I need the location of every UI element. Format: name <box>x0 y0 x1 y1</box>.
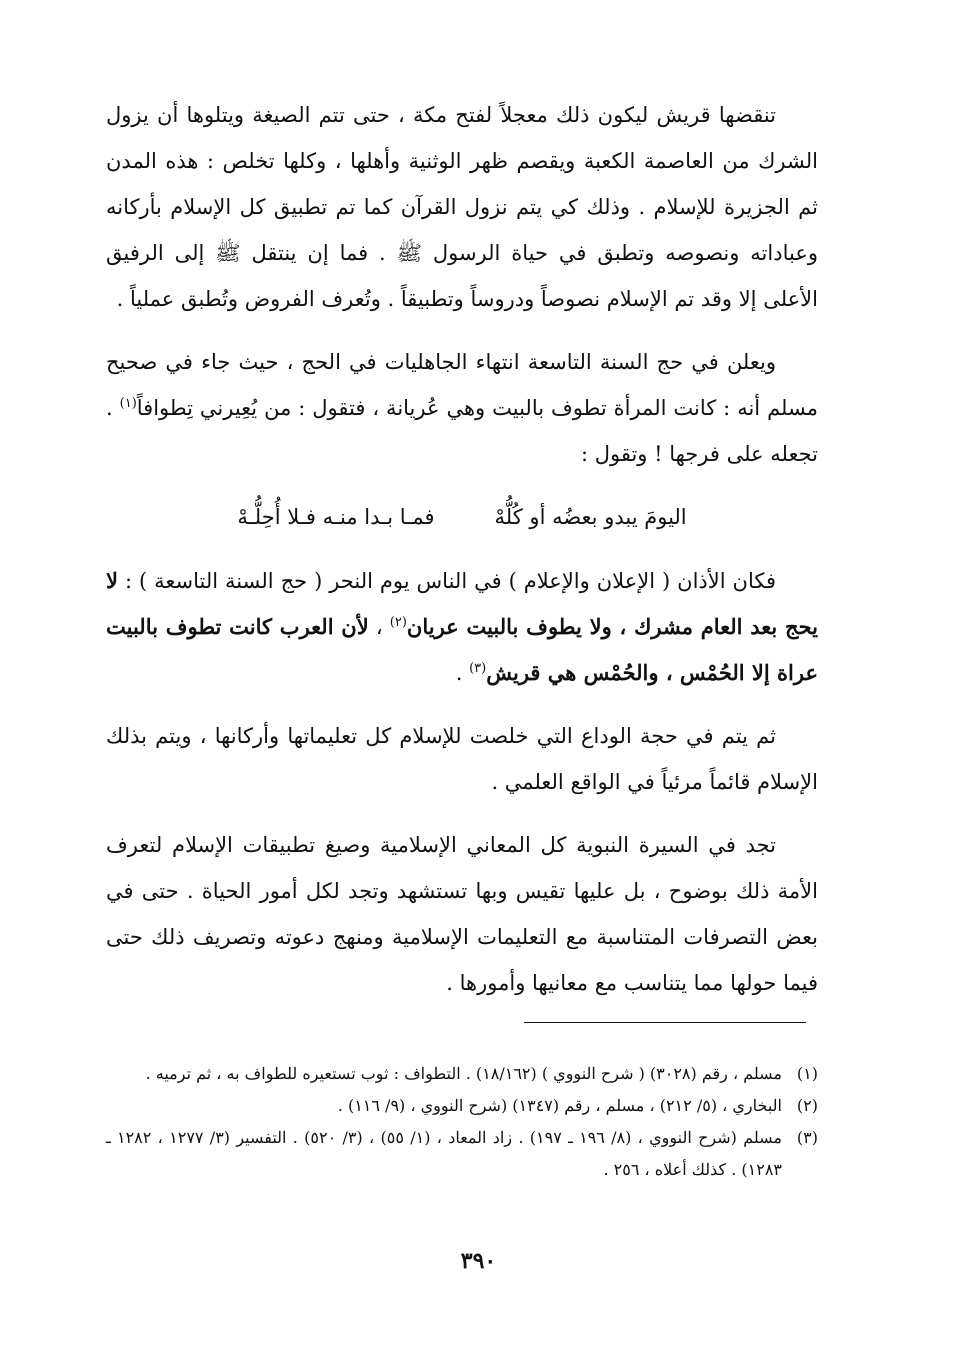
footnote-number: (٢) <box>796 1096 818 1115</box>
paragraph-4: ثم يتم في حجة الوداع التي خلصت للإسلام كل تعليماتها وأركانها ، ويتم بذلك الإسلام قائماً مرئياً في الواقع العلمي . <box>106 724 818 794</box>
footnote-text: البخاري ، (٥/ ٢١٢) ، مسلم ، رقم (١٣٤٧) (شرح النووي ، (٩/ ١١٦) . <box>337 1096 782 1115</box>
footnotes-section <box>106 1058 818 1186</box>
footnote-number: (٣) <box>796 1128 818 1147</box>
footnote-divider <box>524 1022 806 1023</box>
paragraph-2-text: ويعلن في حج السنة التاسعة انتهاء الجاهليات في الحج ، حيث جاء في صحيح مسلم أنه : كانت المرأة تطوف بالبيت وهي عُريانة ، فتقول : من يُعِيرني تِطوافاً <box>106 350 818 420</box>
footnote-3 <box>106 1122 818 1186</box>
paragraph-3 <box>106 558 818 696</box>
paragraph-3-separator: ، <box>368 615 390 639</box>
paragraph-2-text-end: . تجعله على فرجها ! وتقول : <box>106 396 818 466</box>
footnote-ref-1[interactable]: (١) <box>119 396 137 411</box>
proclamation-bold-2: لأن العرب كانت تطوف بالبيت عراة إلا الحُمْس ، والحُمْس هي قريش <box>106 614 818 685</box>
page-number: ٣٩٠ <box>460 1248 497 1274</box>
poetry-verse <box>106 494 818 540</box>
main-text <box>106 92 818 1023</box>
verse-second-hemistich: فمـا بـدا منـه فـلا أُحِلُّـهْ <box>237 505 435 529</box>
paragraph-2 <box>106 339 818 477</box>
proclamation-bold-1: لا يحج بعد العام مشرك ، ولا يطوف بالبيت عريان <box>106 568 818 639</box>
footnote-number: (١) <box>796 1064 818 1083</box>
footnote-text: مسلم (شرح النووي ، (٨/ ١٩٦ ـ ١٩٧) . زاد المعاد ، (١/ ٥٥) ، (٣/ ٥٢٠) . التفسير (٣/ ١٢٧٧ ، ١٢٨٢ ـ ١٢٨٣) . كذلك أعلاه ، ٢٥٦ . <box>106 1128 782 1179</box>
paragraph-1: تنقضها قريش ليكون ذلك معجلاً لفتح مكة ، حتى تتم الصيغة ويتلوها أن يزول الشرك من العاصمة الكعبة ويقصم ظهر الوثنية وأهلها ، وكلها تخلص : هذه المدن ثم الجزيرة للإسلام . وذلك كي يتم نزول القرآن كما تم تطبيق كل الإسلام بأركانه وعباداته ونصوصه وتطبق في حياة الرسول ﷺ . فما إن ينتقل ﷺ إلى الرفيق الأعلى إلا وقد تم الإسلام نصوصاً ودروساً وتطبيقاً . وتُعرف الفروض وتُطبق عملياً . <box>106 103 818 311</box>
footnote-text: مسلم ، رقم (٣٠٢٨) ( شرح النووي ) (١٨/١٦٢) . التطواف : ثوب تستعيره للطواف به ، ثم ترميه . <box>145 1064 782 1083</box>
footnote-1 <box>106 1058 818 1090</box>
footnote-ref-2[interactable]: (٢) <box>389 615 407 630</box>
footnote-ref-3[interactable]: (٣) <box>469 661 487 676</box>
paragraph-3-end: . <box>455 661 470 685</box>
footnote-2 <box>106 1090 818 1122</box>
verse-first-hemistich: اليومَ يبدو بعضُه أو كُلُّهْ <box>494 505 687 529</box>
paragraph-5: تجد في السيرة النبوية كل المعاني الإسلامية وصيغ تطبيقات الإسلام لتعرف الأمة ذلك بوضوح ، بل عليها تقيس وبها تستشهد وتجد لكل أمور الحياة . حتى في بعض التصرفات المتناسبة مع التعليمات الإسلامية ومنهج دعوته وتصريف ذلك حتى فيما حولها مما يتناسب مع معانيها وأمورها . <box>106 833 818 995</box>
paragraph-3-intro: فكان الأذان ( الإعلان والإعلام ) في الناس يوم النحر ( حج السنة التاسعة ) : <box>117 569 776 593</box>
